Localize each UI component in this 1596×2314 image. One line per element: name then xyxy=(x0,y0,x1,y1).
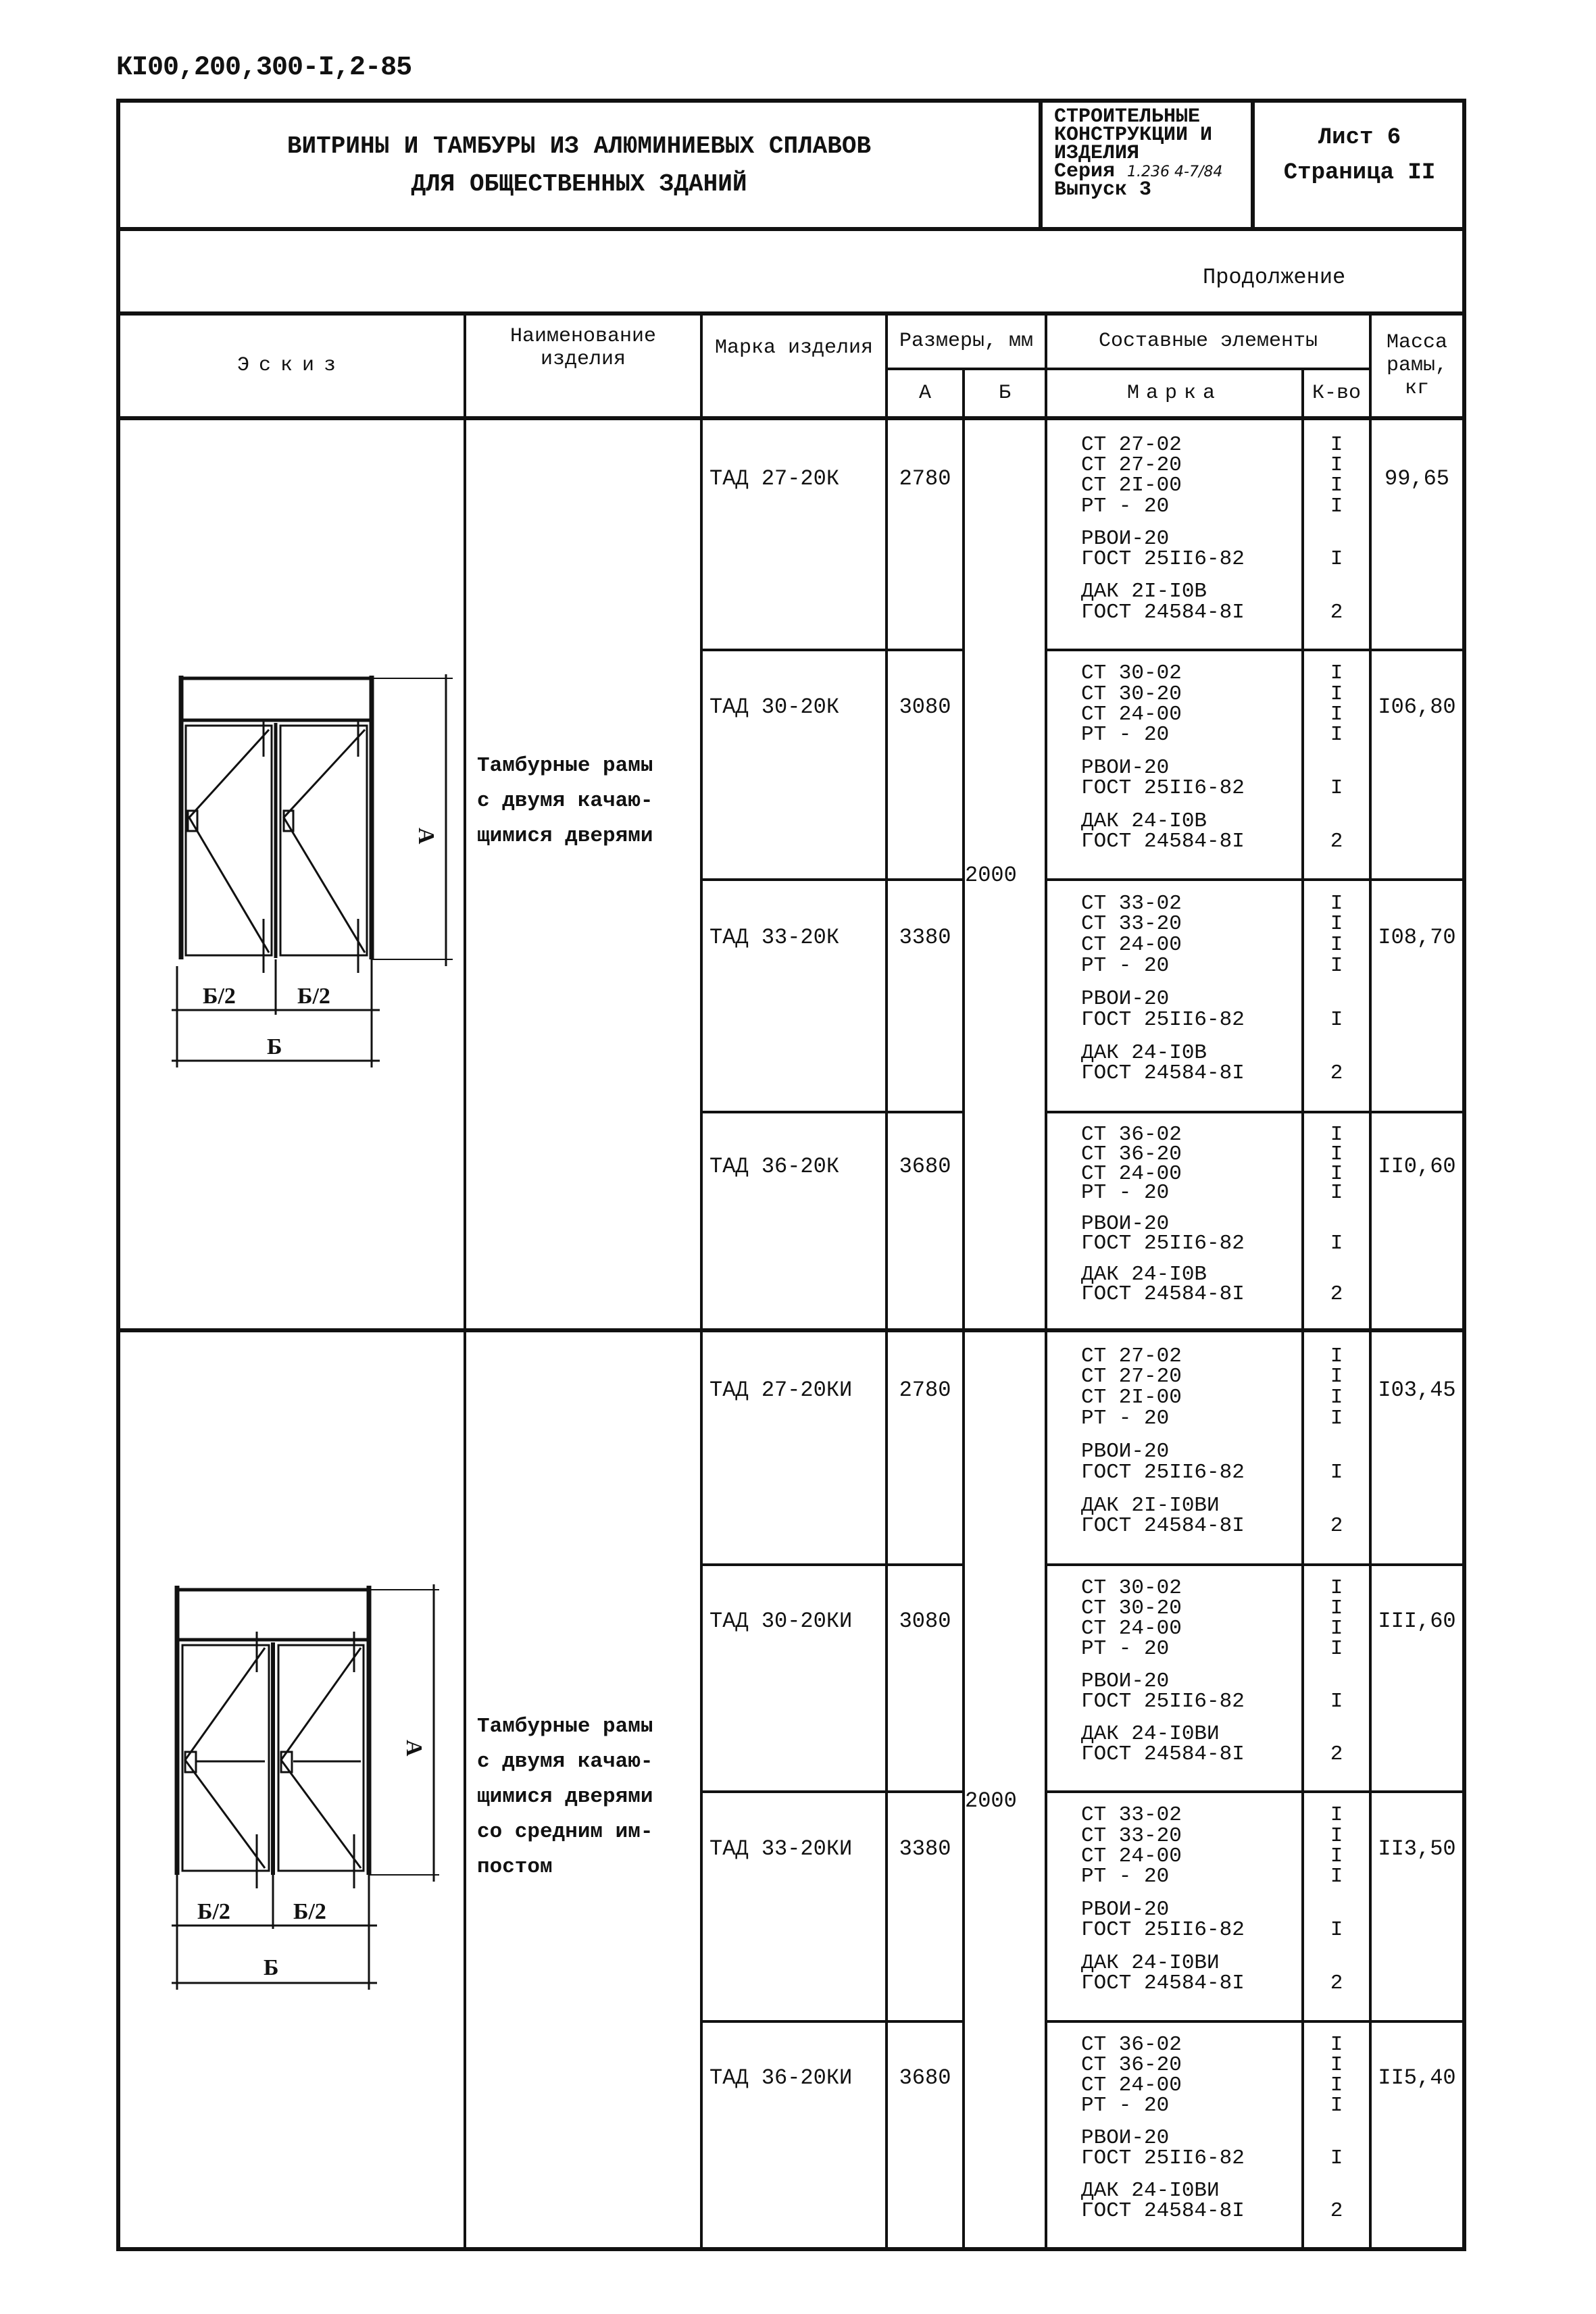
size-a: 3680 xyxy=(899,2065,951,2091)
component-mark: ГОСТ 25II6-82 xyxy=(1081,1690,1245,1713)
header-size-a: А xyxy=(918,382,931,405)
component-qty: I xyxy=(1330,702,1343,726)
sketch-2-half-left-label: Б/2 xyxy=(197,1899,230,1924)
component-mark: ГОСТ 24584-8I xyxy=(1081,600,1245,624)
group-1-size-b: 2000 xyxy=(965,862,1017,888)
component-mark: ГОСТ 25II6-82 xyxy=(1081,1007,1245,1032)
size-a: 3380 xyxy=(899,924,951,950)
sketch-2-width-label: Б xyxy=(264,1955,279,1980)
series-label: Серия xyxy=(1054,160,1116,183)
component-qty: I xyxy=(1330,932,1343,957)
component-mark: ГОСТ 24584-8I xyxy=(1081,830,1245,854)
component-mark: СТ 2I-00 xyxy=(1081,1385,1182,1409)
component-qty: 2 xyxy=(1330,1282,1343,1306)
component-mark: СТ 36-20 xyxy=(1081,2053,1182,2077)
product-mark: ТАД 36-20КИ xyxy=(709,2065,853,2091)
component-mark: СТ 36-20 xyxy=(1081,1142,1182,1166)
component-mark: РТ - 20 xyxy=(1081,953,1170,978)
product-mark: ТАД 36-20К xyxy=(709,1154,840,1180)
name-line: с двумя качаю- xyxy=(477,789,653,813)
component-qty: I xyxy=(1330,2094,1343,2117)
col-line-sketch xyxy=(464,311,466,2250)
frame-mass: II3,50 xyxy=(1378,1836,1456,1861)
door-frame-sketch-2 xyxy=(169,1578,453,1996)
product-mark: ТАД 27-20КИ xyxy=(709,1377,853,1403)
header-sizes: Размеры, мм xyxy=(899,329,1034,353)
component-qty: 2 xyxy=(1330,2199,1343,2223)
component-qty: I xyxy=(1330,1406,1343,1430)
component-qty: I xyxy=(1330,661,1343,686)
component-qty: I xyxy=(1330,1365,1343,1389)
continuation-label: Продолжение xyxy=(1203,265,1346,290)
component-mark: РТ - 20 xyxy=(1081,2094,1170,2117)
component-mark: ГОСТ 25II6-82 xyxy=(1081,547,1245,572)
size-a: 3080 xyxy=(899,1609,951,1634)
component-mark: ДАК 24-I0В xyxy=(1081,1040,1207,1065)
component-mark: ГОСТ 25II6-82 xyxy=(1081,1460,1245,1484)
size-a: 3380 xyxy=(899,1836,951,1861)
component-mark: СТ 30-02 xyxy=(1081,661,1182,686)
component-mark: СТ 27-02 xyxy=(1081,433,1182,457)
name-line: щимися дверями xyxy=(477,824,653,848)
component-mark: ГОСТ 24584-8I xyxy=(1081,1282,1245,1306)
component-mark: СТ 24-00 xyxy=(1081,1617,1182,1640)
component-qty: I xyxy=(1330,2073,1343,2097)
series-stamp xyxy=(1054,105,1250,201)
header-mass: Масса рамы, кг xyxy=(1386,330,1447,400)
component-mark: СТ 2I-00 xyxy=(1081,474,1182,498)
component-mark: ГОСТ 24584-8I xyxy=(1081,1061,1245,1086)
component-qty: I xyxy=(1330,474,1343,498)
component-mark: ГОСТ 25II6-82 xyxy=(1081,2146,1245,2170)
component-qty: I xyxy=(1330,776,1343,801)
component-mark: РВОИ-20 xyxy=(1081,1897,1170,1921)
component-qty: 2 xyxy=(1330,1061,1343,1086)
component-qty: I xyxy=(1330,2146,1343,2170)
component-qty: 2 xyxy=(1330,1971,1343,1996)
sketch-1-half-right-label: Б/2 xyxy=(297,984,330,1009)
component-qty: I xyxy=(1330,912,1343,936)
component-mark: РВОИ-20 xyxy=(1081,526,1170,551)
component-mark: СТ 36-02 xyxy=(1081,2033,1182,2057)
component-mark: СТ 30-20 xyxy=(1081,1596,1182,1620)
component-qty: I xyxy=(1330,433,1343,457)
component-mark: ДАК 24-I0В xyxy=(1081,809,1207,833)
stamp-issue: Выпуск 3 xyxy=(1054,178,1152,201)
component-mark: СТ 27-20 xyxy=(1081,1365,1182,1389)
component-mark: РТ - 20 xyxy=(1081,494,1170,518)
component-mark: СТ 33-20 xyxy=(1081,912,1182,936)
component-mark: РТ - 20 xyxy=(1081,1406,1170,1430)
name-line: с двумя качаю- xyxy=(477,1750,653,1774)
frame-mass: I06,80 xyxy=(1378,695,1456,720)
component-mark: ГОСТ 24584-8I xyxy=(1081,1742,1245,1766)
frame-mass: I03,45 xyxy=(1378,1377,1456,1403)
component-qty: I xyxy=(1330,1823,1343,1848)
component-qty: I xyxy=(1330,494,1343,518)
frame-mass: II5,40 xyxy=(1378,2065,1456,2091)
component-mark: ДАК 24-I0ВИ xyxy=(1081,1722,1220,1746)
header-mark: Марка изделия xyxy=(714,336,874,359)
component-qty: 2 xyxy=(1330,1514,1343,1538)
component-qty: I xyxy=(1330,953,1343,978)
name-line: Тамбурные рамы xyxy=(477,1715,653,1738)
component-qty: I xyxy=(1330,2053,1343,2077)
component-mark: РВОИ-20 xyxy=(1081,755,1170,780)
title-line-2: ДЛЯ ОБЩЕСТВЕННЫХ ЗДАНИЙ xyxy=(411,170,747,198)
header-size-b: Б xyxy=(998,382,1011,405)
component-mark: СТ 24-00 xyxy=(1081,1161,1182,1186)
component-qty: I xyxy=(1330,453,1343,478)
stamp-line-2: КОНСТРУКЦИИ И xyxy=(1054,124,1213,147)
group-2-name xyxy=(477,1709,700,1885)
component-qty: I xyxy=(1330,1232,1343,1256)
stamp-line-3: ИЗДЕЛИЯ xyxy=(1054,142,1140,165)
sketch-2-half-right-label: Б/2 xyxy=(293,1899,326,1924)
component-qty: I xyxy=(1330,682,1343,706)
product-mark: ТАД 33-20К xyxy=(709,924,840,950)
component-qty: I xyxy=(1330,2033,1343,2057)
component-mark: СТ 24-00 xyxy=(1081,2073,1182,2097)
product-mark: ТАД 30-20КИ xyxy=(709,1609,853,1634)
component-qty: I xyxy=(1330,1865,1343,1889)
frame-mass: 99,65 xyxy=(1384,466,1449,491)
sheet-number: Лист 6 xyxy=(1318,125,1401,151)
component-qty: I xyxy=(1330,891,1343,915)
component-mark: РВОИ-20 xyxy=(1081,2126,1170,2150)
component-qty: I xyxy=(1330,1385,1343,1409)
component-qty: I xyxy=(1330,547,1343,572)
group-1-name xyxy=(477,749,700,854)
frame-mass: II0,60 xyxy=(1378,1154,1456,1180)
component-mark: РТ - 20 xyxy=(1081,1181,1170,1205)
page-number: Страница II xyxy=(1283,160,1436,186)
name-line: щимися дверями xyxy=(477,1785,653,1809)
group-2-size-b: 2000 xyxy=(965,1788,1017,1813)
component-qty: I xyxy=(1330,1617,1343,1640)
product-mark: ТАД 27-20К xyxy=(709,466,840,491)
component-qty: I xyxy=(1330,1576,1343,1600)
component-qty: I xyxy=(1330,1690,1343,1713)
component-qty: I xyxy=(1330,1344,1343,1368)
component-mark: СТ 30-02 xyxy=(1081,1576,1182,1600)
component-qty: 2 xyxy=(1330,600,1343,624)
component-mark: ГОСТ 25II6-82 xyxy=(1081,1232,1245,1256)
header-sketch: Эскиз xyxy=(236,353,345,377)
component-qty: I xyxy=(1330,1142,1343,1166)
component-mark: ДАК 24-I0ВИ xyxy=(1081,2179,1220,2203)
component-mark: РТ - 20 xyxy=(1081,1637,1170,1661)
component-mark: РВОИ-20 xyxy=(1081,986,1170,1011)
component-mark: РТ - 20 xyxy=(1081,723,1170,747)
frame-mass: I08,70 xyxy=(1378,924,1456,950)
frame-left-border xyxy=(116,99,120,2251)
component-mark: РВОИ-20 xyxy=(1081,1212,1170,1236)
component-qty: I xyxy=(1330,1007,1343,1032)
component-qty: I xyxy=(1330,1596,1343,1620)
component-qty: I xyxy=(1330,723,1343,747)
stamp-line-1: СТРОИТЕЛЬНЫЕ xyxy=(1054,105,1201,128)
header-name: Наименование изделия xyxy=(509,325,657,371)
door-frame-sketch-1 xyxy=(169,669,453,1074)
component-mark: ГОСТ 24584-8I xyxy=(1081,1971,1245,1996)
component-mark: ГОСТ 25II6-82 xyxy=(1081,1918,1245,1942)
component-mark: СТ 27-20 xyxy=(1081,453,1182,478)
component-mark: ГОСТ 24584-8I xyxy=(1081,2199,1245,2223)
component-qty: I xyxy=(1330,1181,1343,1205)
component-qty: I xyxy=(1330,1161,1343,1186)
product-mark: ТАД 33-20КИ xyxy=(709,1836,853,1861)
name-line: со средним им- xyxy=(477,1820,653,1844)
sketch-2-height-label: А xyxy=(401,1740,426,1757)
component-mark: СТ 24-00 xyxy=(1081,702,1182,726)
component-qty: I xyxy=(1330,1460,1343,1484)
component-mark: СТ 33-02 xyxy=(1081,891,1182,915)
series-value: 1.236 4-7/84 xyxy=(1127,164,1223,180)
component-mark: ДАК 2I-I0ВИ xyxy=(1081,1493,1220,1517)
sketch-1-half-left-label: Б/2 xyxy=(203,984,236,1009)
table-bottom-border xyxy=(116,2247,1466,2251)
component-qty: I xyxy=(1330,1123,1343,1147)
component-mark: ГОСТ 24584-8I xyxy=(1081,1514,1245,1538)
frame-right-border xyxy=(1462,99,1466,2251)
size-a: 3080 xyxy=(899,695,951,720)
sheet-info xyxy=(1254,120,1465,191)
header-comp-qty: К-во xyxy=(1312,382,1361,405)
component-mark: СТ 33-20 xyxy=(1081,1823,1182,1848)
component-qty: I xyxy=(1330,1803,1343,1828)
component-mark: СТ 33-02 xyxy=(1081,1803,1182,1828)
size-a: 2780 xyxy=(899,466,951,491)
product-mark: ТАД 30-20К xyxy=(709,695,840,720)
size-a: 2780 xyxy=(899,1377,951,1403)
component-mark: РТ - 20 xyxy=(1081,1865,1170,1889)
title-line-1: ВИТРИНЫ И ТАМБУРЫ ИЗ АЛЮМИНИЕВЫХ СПЛАВОВ xyxy=(286,132,872,160)
header-comp-mark: Марка xyxy=(1126,382,1222,405)
component-mark: СТ 30-20 xyxy=(1081,682,1182,706)
frame-mass: III,60 xyxy=(1378,1609,1456,1634)
component-qty: I xyxy=(1330,1637,1343,1661)
component-mark: ДАК 2I-I0В xyxy=(1081,580,1207,604)
col-line-b xyxy=(1045,311,1047,2250)
component-mark: РВОИ-20 xyxy=(1081,1439,1170,1463)
header-components: Составные элементы xyxy=(1098,329,1318,353)
component-qty: I xyxy=(1330,1844,1343,1868)
document-code: КI00,200,300-I,2-85 xyxy=(116,53,412,83)
component-mark: ДАК 24-I0В xyxy=(1081,1263,1207,1287)
component-mark: СТ 27-02 xyxy=(1081,1344,1182,1368)
component-mark: ГОСТ 25II6-82 xyxy=(1081,776,1245,801)
name-line: постом xyxy=(477,1855,553,1879)
name-line: Тамбурные рамы xyxy=(477,754,653,778)
sketch-1-width-label: Б xyxy=(267,1034,282,1059)
size-a: 3680 xyxy=(899,1154,951,1180)
component-mark: СТ 24-00 xyxy=(1081,1844,1182,1868)
component-mark: СТ 36-02 xyxy=(1081,1123,1182,1147)
component-mark: СТ 24-00 xyxy=(1081,932,1182,957)
component-qty: I xyxy=(1330,1918,1343,1942)
document-title xyxy=(119,101,1039,230)
component-mark: ДАК 24-I0ВИ xyxy=(1081,1951,1220,1975)
component-mark: РВОИ-20 xyxy=(1081,1669,1170,1693)
sketch-1-height-label: А xyxy=(414,828,439,845)
component-qty: 2 xyxy=(1330,830,1343,854)
component-qty: 2 xyxy=(1330,1742,1343,1766)
